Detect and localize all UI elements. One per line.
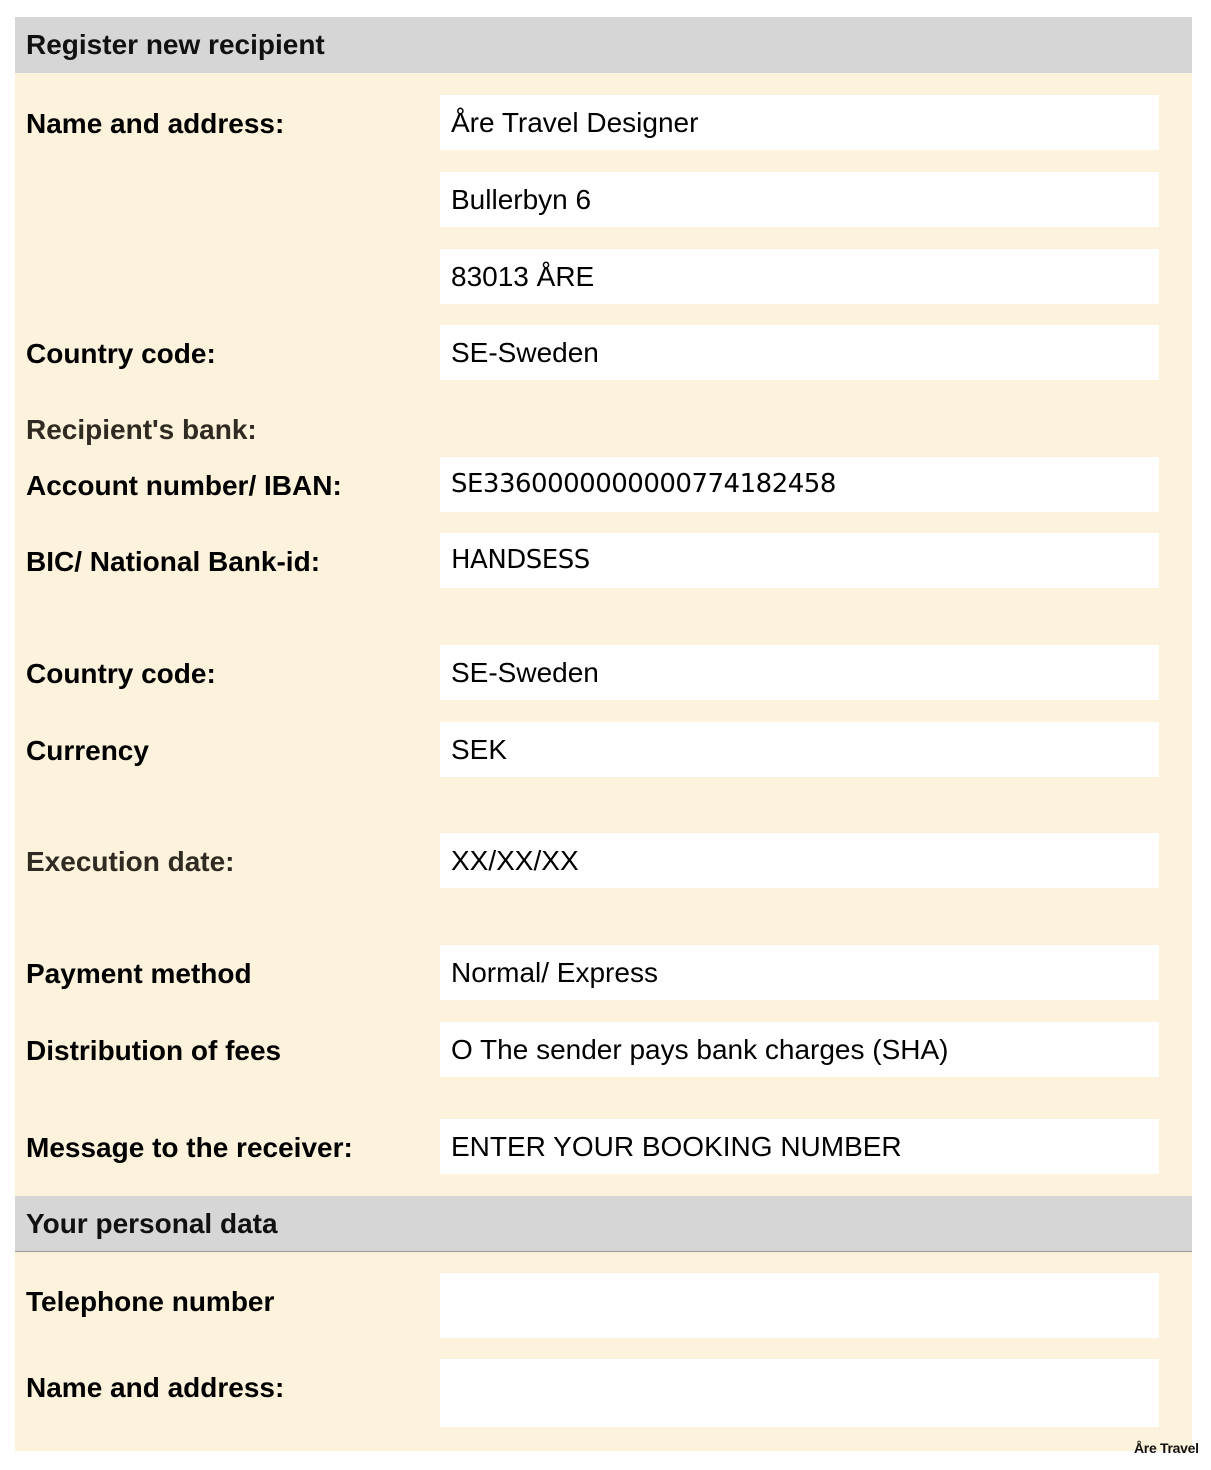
distribution-of-fees-field[interactable]: O The sender pays bank charges (SHA) <box>440 1022 1159 1077</box>
payment-method-field[interactable]: Normal/ Express <box>440 945 1159 1000</box>
execution-date-label: Execution date: <box>26 846 235 877</box>
personal-data-header: Your personal data <box>15 1196 1192 1252</box>
account-number-field[interactable]: SE3360000000000774182458 <box>440 457 1159 512</box>
personal-name-address-label: Name and address: <box>26 1372 285 1403</box>
are-travel-watermark: Åre Travel <box>1134 1440 1199 1456</box>
bic-field[interactable]: HANDSESS <box>440 533 1159 588</box>
recipients-bank-heading: Recipient's bank: <box>26 414 257 445</box>
currency-field[interactable]: SEK <box>440 722 1159 777</box>
message-to-receiver-field[interactable]: ENTER YOUR BOOKING NUMBER <box>440 1119 1159 1174</box>
name-address-label: Name and address: <box>26 108 285 139</box>
distribution-of-fees-label: Distribution of fees <box>26 1035 282 1066</box>
bank-country-code-field[interactable]: SE-Sweden <box>440 645 1159 700</box>
telephone-number-field[interactable] <box>440 1273 1159 1338</box>
recipient-name-field[interactable]: Åre Travel Designer <box>440 95 1159 150</box>
personal-name-address-field[interactable] <box>440 1359 1159 1427</box>
recipient-country-code-label: Country code: <box>26 338 216 369</box>
telephone-number-label: Telephone number <box>26 1286 275 1317</box>
register-recipient-header: Register new recipient <box>15 17 1192 73</box>
payment-method-label: Payment method <box>26 958 252 989</box>
recipient-street-field[interactable]: Bullerbyn 6 <box>440 172 1159 227</box>
bank-country-code-label: Country code: <box>26 658 216 689</box>
bic-label: BIC/ National Bank-id: <box>26 546 321 577</box>
payment-form <box>15 17 1192 1451</box>
account-number-label: Account number/ IBAN: <box>26 470 342 501</box>
currency-label: Currency <box>26 735 149 766</box>
execution-date-field[interactable]: XX/XX/XX <box>440 833 1159 888</box>
message-to-receiver-label: Message to the receiver: <box>26 1132 353 1163</box>
recipient-country-code-field[interactable]: SE-Sweden <box>440 325 1159 380</box>
recipient-postal-field[interactable]: 83013 ÅRE <box>440 249 1159 304</box>
